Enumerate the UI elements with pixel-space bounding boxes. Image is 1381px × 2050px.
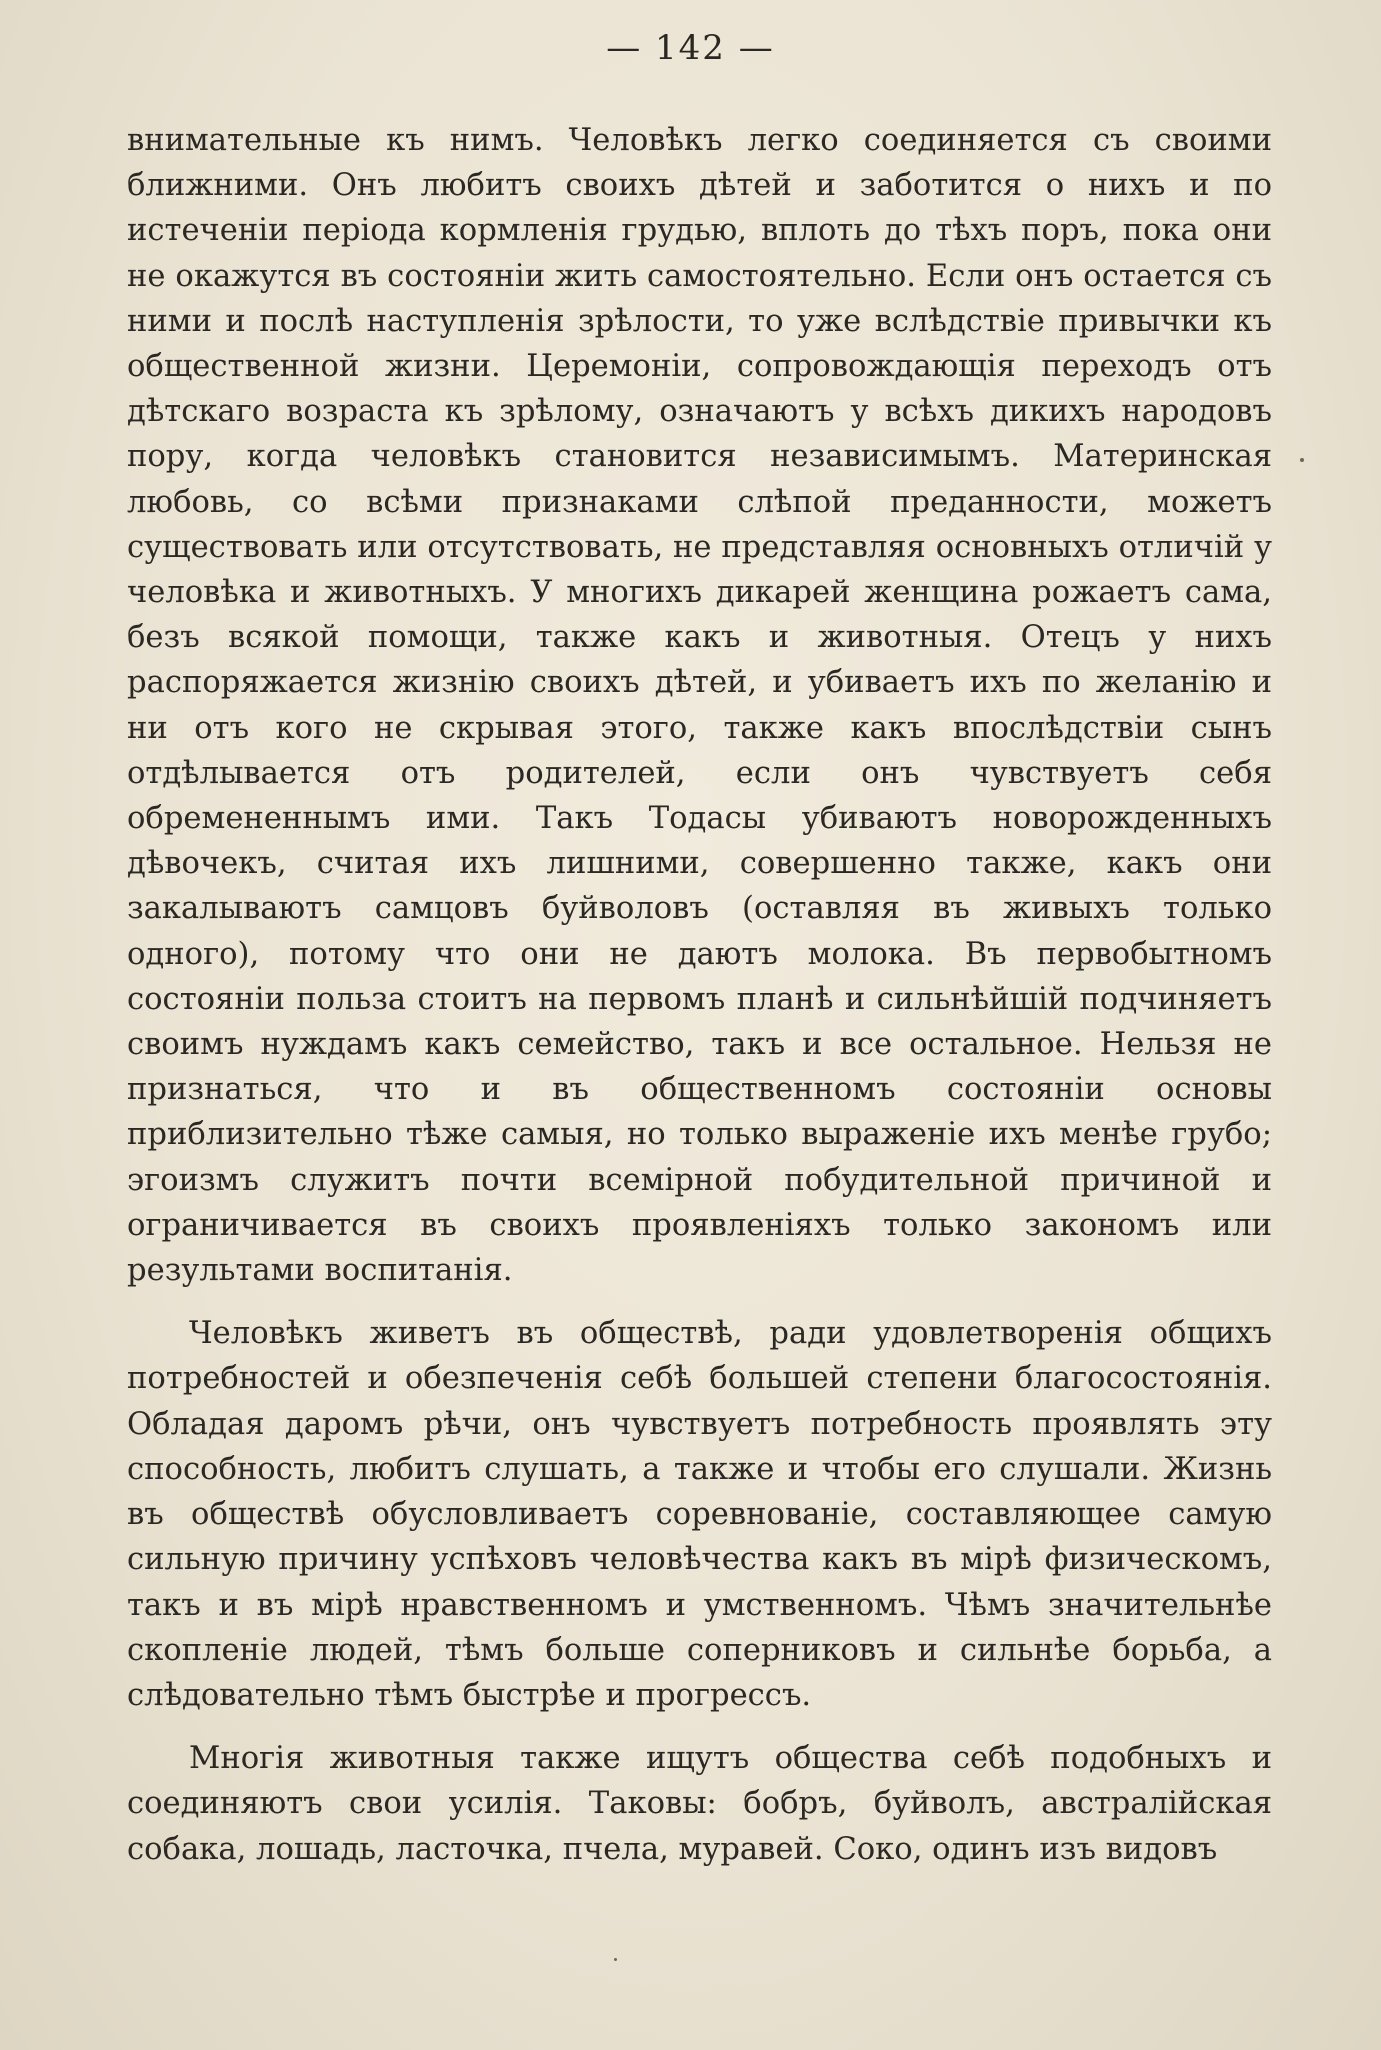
page-body <box>127 118 1272 1872</box>
paragraph-3: Многія животныя также ищутъ общества себѣ подобныхъ и соединяютъ свои усилія. Таковы: бобръ, буйволъ, австралійская собака, лошадь, ласточка, пчела, муравей. Соко, одинъ изъ видовъ <box>127 1741 1272 1867</box>
ink-speck <box>614 1958 617 1961</box>
paragraph-2: Человѣкъ живетъ въ обществѣ, ради удовлетворенія общихъ потребностей и обезпеченія себѣ большей степени благосостоянія. Обладая даромъ рѣчи, онъ чувствуетъ потребность проявлять эту способность, любитъ слушать, а также и чтобы его слушали. Жизнь въ обществѣ обусловливаетъ соревнованіе, составляющее самую сильную причину успѣховъ человѣчества какъ въ мірѣ физическомъ, такъ и въ мірѣ нравственномъ и умственномъ. Чѣмъ значительнѣе скопленіе людей, тѣмъ больше соперниковъ и сильнѣе борьба, а слѣдовательно тѣмъ быстрѣе и прогрессъ. <box>127 1316 1272 1713</box>
paragraph-1: внимательные къ нимъ. Человѣкъ легко соединяется съ своими ближними. Онъ любитъ своихъ дѣтей и заботится о нихъ и по истеченіи періода кормленія грудью, вплоть до тѣхъ поръ, пока они не окажутся въ состояніи жить самостоятельно. Если онъ остается съ ними и послѣ наступленія зрѣлости, то уже вслѣдствіе привычки къ общественной жизни. Церемоніи, сопровождающія переходъ отъ дѣтскаго возраста къ зрѣлому, означаютъ у всѣхъ дикихъ народовъ пору, когда человѣкъ становится независимымъ. Материнская любовь, со всѣми признаками слѣпой преданности, можетъ существовать или отсутствовать, не представляя основныхъ отличій у человѣка и животныхъ. У многихъ дикарей женщина рожаетъ сама, безъ всякой помощи, также какъ и животныя. Отецъ у нихъ распоряжается жизнію своихъ дѣтей, и убиваетъ ихъ по желанію и ни отъ кого не скрывая этого, также какъ впослѣдствіи сынъ отдѣлывается отъ родителей, если онъ чувствуетъ себя обремененнымъ ими. Такъ Тодасы убиваютъ новорожденныхъ дѣвочекъ, считая ихъ лишними, совершенно также, какъ они закалываютъ самцовъ буйволовъ (оставляя въ живыхъ только одного), потому что они не даютъ молока. Въ первобытномъ состояніи польза стоитъ на первомъ планѣ и сильнѣйшій подчиняетъ своимъ нуждамъ какъ семейство, такъ и все остальное. Нельзя не признаться, что и въ общественномъ состояніи основы приблизительно тѣже самыя, но только выраженіе ихъ менѣе грубо; эгоизмъ служитъ почти всемірной побудительной причиной и ограничивается въ своихъ проявленіяхъ только закономъ или результами воспитанія. <box>127 123 1272 1289</box>
ink-speck <box>1300 458 1304 462</box>
page-number: — 142 — <box>606 28 775 68</box>
